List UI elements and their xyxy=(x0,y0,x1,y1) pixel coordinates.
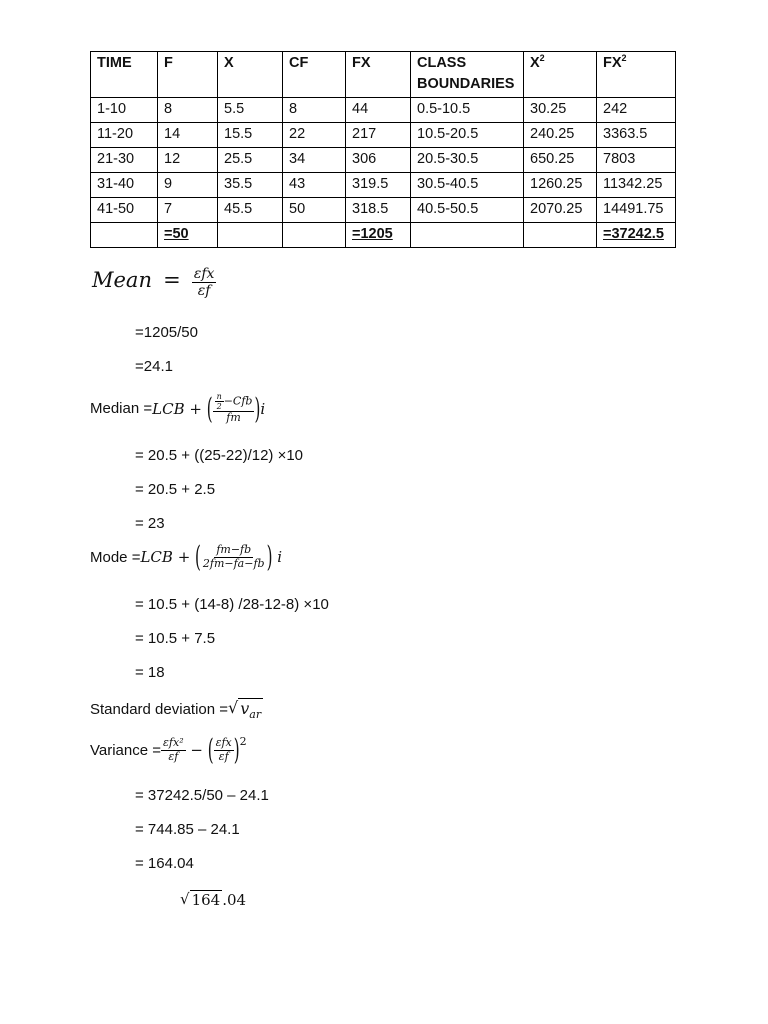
variance-formula: Variance = $\frac{\text{εfx²}}{\varepsilon f}$ − ( $\frac{\text{εfx}}{\varepsilon f}$ ) 2 xyxy=(90,733,247,768)
table-row xyxy=(91,123,676,148)
variance-step-3: = 164.04 xyxy=(135,855,194,872)
table-cell: 30.25 xyxy=(524,98,597,123)
table-cell: 8 xyxy=(283,98,346,123)
total-cell: =37242.5 xyxy=(597,223,676,248)
median-step-2: = 20.5 + 2.5 xyxy=(135,481,216,498)
table-cell: 44 xyxy=(346,98,411,123)
table-cell: 41-50 xyxy=(91,198,158,223)
total-cell xyxy=(91,223,158,248)
final-sqrt: √ 164 .04 xyxy=(180,890,247,909)
table-cell: 12 xyxy=(158,148,218,173)
table-cell: 11342.25 xyxy=(597,173,676,198)
table-cell: 35.5 xyxy=(218,173,283,198)
table-cell: 0.5-10.5 xyxy=(411,98,524,123)
header-cell: $X^2$ xyxy=(524,52,597,98)
mode-formula: Mode = LCB + ( $\frac{fm-fb}{2fm-fa-fb}$ ) i xyxy=(90,540,283,575)
table-cell: 5.5 xyxy=(218,98,283,123)
header-cell: FX xyxy=(346,52,411,98)
header-cell: CF xyxy=(283,52,346,98)
table-cell: 1-10 xyxy=(91,98,158,123)
table-totals-row xyxy=(91,223,676,248)
table-cell: 20.5-30.5 xyxy=(411,148,524,173)
total-cell xyxy=(283,223,346,248)
table-cell: 7 xyxy=(158,198,218,223)
total-cell xyxy=(411,223,524,248)
header-cell: TIME xyxy=(91,52,158,98)
mode-step-1: = 10.5 + (14-8) /28-12-8) ×10 xyxy=(135,596,329,613)
variance-step-1: = 37242.5/50 – 24.1 xyxy=(135,787,269,804)
table-cell: 3363.5 xyxy=(597,123,676,148)
mean-step-2: =24.1 xyxy=(135,358,173,375)
table-cell: 11-20 xyxy=(91,123,158,148)
table-cell: 22 xyxy=(283,123,346,148)
table-cell: 240.25 xyxy=(524,123,597,148)
table-cell: 45.5 xyxy=(218,198,283,223)
std-formula: Standard deviation = √ $v_{ar}$ xyxy=(90,698,262,722)
table-cell: 40.5-50.5 xyxy=(411,198,524,223)
variance-step-2: = 744.85 – 24.1 xyxy=(135,821,240,838)
total-cell: =50 xyxy=(158,223,218,248)
table-cell: 217 xyxy=(346,123,411,148)
table-cell: 34 xyxy=(283,148,346,173)
table-cell: 25.5 xyxy=(218,148,283,173)
table-cell: 30.5-40.5 xyxy=(411,173,524,198)
table-cell: 21-30 xyxy=(91,148,158,173)
median-step-1: = 20.5 + ((25-22)/12) ×10 xyxy=(135,447,304,464)
mean-step-1: =1205/50 xyxy=(135,324,198,341)
total-cell xyxy=(218,223,283,248)
table-cell: 1260.25 xyxy=(524,173,597,198)
table-cell: 650.25 xyxy=(524,148,597,173)
table-cell: 242 xyxy=(597,98,676,123)
table-header-row xyxy=(91,52,676,98)
header-cell: $FX^2$ xyxy=(597,52,676,98)
table-row xyxy=(91,148,676,173)
header-cell: CLASS BOUNDARIES xyxy=(411,52,524,98)
median-formula: Median = LCB + ( $\frac{n}{2}$ −Cfb fm ) i xyxy=(90,391,266,426)
table-cell: 10.5-20.5 xyxy=(411,123,524,148)
table-cell: 15.5 xyxy=(218,123,283,148)
median-step-3: = 23 xyxy=(135,515,165,532)
table-cell: 9 xyxy=(158,173,218,198)
table-cell: 306 xyxy=(346,148,411,173)
frequency-table xyxy=(90,51,676,248)
table-cell: 7803 xyxy=(597,148,676,173)
table-cell: 31-40 xyxy=(91,173,158,198)
table-cell: 14 xyxy=(158,123,218,148)
header-cell: X xyxy=(218,52,283,98)
table-cell: 8 xyxy=(158,98,218,123)
table-cell: 2070.25 xyxy=(524,198,597,223)
header-cell: F xyxy=(158,52,218,98)
table-row xyxy=(91,198,676,223)
table-row xyxy=(91,98,676,123)
table-row xyxy=(91,173,676,198)
table-cell: 43 xyxy=(283,173,346,198)
total-cell xyxy=(524,223,597,248)
mean-formula: Mean = $\frac{\text{εfx}}{\varepsilon f}$ xyxy=(92,266,215,300)
mode-step-2: = 10.5 + 7.5 xyxy=(135,630,216,647)
table-cell: 50 xyxy=(283,198,346,223)
table-cell: 14491.75 xyxy=(597,198,676,223)
table-cell: 319.5 xyxy=(346,173,411,198)
total-cell: =1205 xyxy=(346,223,411,248)
mode-step-3: = 18 xyxy=(135,664,165,681)
table-cell: 318.5 xyxy=(346,198,411,223)
